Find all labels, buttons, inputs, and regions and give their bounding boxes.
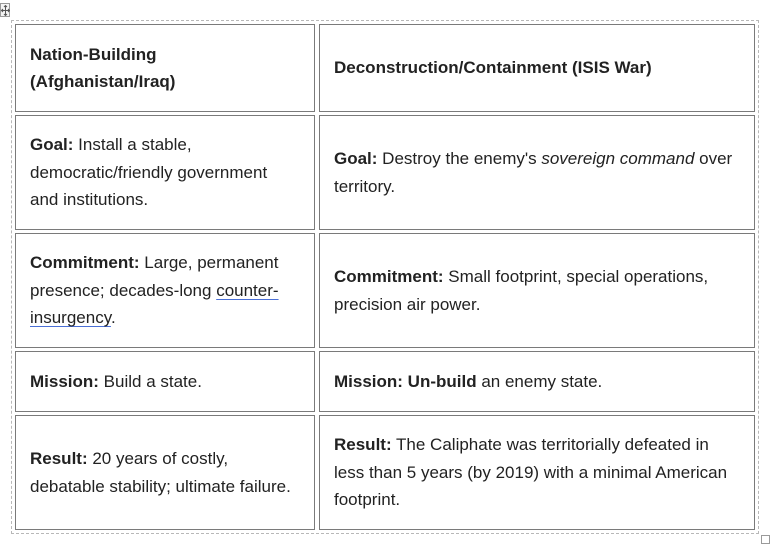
goal-label: Goal: [334,149,378,168]
result-cell-nation-building[interactable] [15,415,315,530]
result-label: Result: [30,449,88,468]
mission-cell-deconstruction[interactable] [319,351,755,412]
result-cell-deconstruction[interactable] [319,415,755,530]
commitment-deconstruction-text [334,263,740,318]
commitment-cell-nation-building[interactable] [15,233,315,348]
result-nation-building-text [30,445,300,500]
mission-label: Mission: Un-build [334,371,477,391]
goal-emphasis: sovereign command [541,149,695,168]
header-cell-deconstruction[interactable] [319,24,755,112]
table-move-icon[interactable] [0,3,10,17]
mission-value: an enemy state. [476,371,603,391]
goal-value-tail: over territory. [334,149,733,196]
mission-value: Build a state. [98,371,202,391]
counter-insurgency-link[interactable]: counter-insurgency [30,280,279,328]
goal-value: Destroy the enemy's [377,149,542,168]
mission-deconstruction-text [334,368,602,396]
goal-cell-deconstruction[interactable] [319,115,755,230]
commitment-label: Commitment: [30,253,140,273]
result-label: Result: [334,435,392,455]
result-value: 20 years of costly, debatable stability; ultimate failure. [30,449,291,496]
header-nation-building-text: Nation-Building (Afghanistan/Iraq) [30,44,176,91]
move-arrows-icon [1,5,10,16]
commitment-nation-building-text [30,249,300,332]
result-deconstruction-text [334,431,740,514]
goal-nation-building-text [30,131,300,214]
commitment-cell-deconstruction[interactable] [319,233,755,348]
table-resize-icon[interactable] [761,535,770,544]
mission-label: Mission: [30,371,99,391]
mission-nation-building-text [30,368,202,396]
commitment-value: Large, permanent presence; decades-long [30,253,279,300]
commitment-value: Small footprint, special operations, precision air power. [334,267,709,314]
header-cell-nation-building[interactable] [15,24,315,112]
goal-label: Goal: [30,135,74,155]
result-value: The Caliphate was territorially defeated in less than 5 years (by 2019) with a minimal American footprint. [334,435,728,510]
commitment-label: Commitment: [334,267,444,286]
goal-deconstruction-text [334,145,740,200]
header-deconstruction-text: Deconstruction/Containment (ISIS War) [334,58,652,78]
mission-cell-nation-building[interactable] [15,351,315,412]
commitment-value-tail: . [110,308,116,328]
goal-value: Install a stable, democratic/friendly government and institutions. [30,135,268,210]
goal-cell-nation-building[interactable] [15,115,315,230]
